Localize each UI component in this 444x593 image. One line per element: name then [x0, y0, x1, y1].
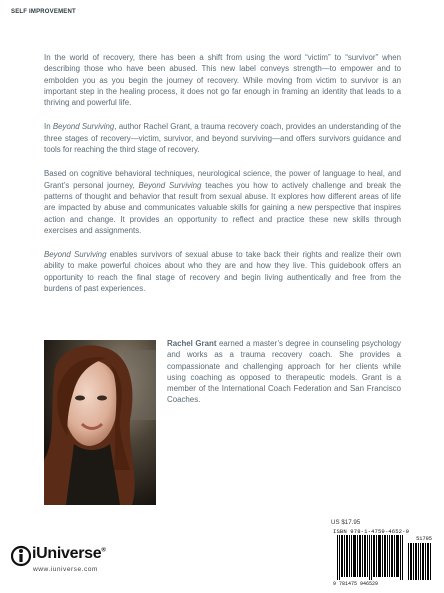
blurb-paragraph-2 — [44, 121, 401, 155]
blurb-paragraph-1: In the world of recovery, there has been a shift from using the word “victim” to “survivor” when describing those who have been abused. This new label conveys strength—to empower and to embolden you as you begin the journey of recovery. While moving from victim to survivor is an important step in the healing process, it does not go far enough in framing an identity that leads to a thriving and powerful life. — [44, 53, 401, 108]
book-title-inline: Beyond Surviving — [44, 250, 107, 260]
barcode-digits: 9 781475 946529 — [333, 581, 379, 587]
author-bio-text: earned a master’s degree in counseling psychology and works as a trauma recovery coach. She provides a compassionate and challenging approach for her clients while using coaching as opposed to therapeutic models. Grant is a member of the International Coach Federation and San Francisco Coaches. — [167, 339, 401, 405]
publisher-name-text: iUniverse — [32, 545, 102, 562]
registered-mark: ® — [101, 547, 106, 554]
book-title-inline: Beyond Surviving — [138, 180, 202, 190]
blurb-p2-start: In — [44, 122, 53, 132]
book-title-inline: Beyond Surviving — [52, 122, 115, 132]
author-bio — [167, 338, 401, 406]
blurb-p4-end: enables survivors of sexual abuse to take back their rights and realize their own ability to make powerful choices about who they are and how they live. This guidebook offers an opportunity to reach the final stage of recovery and begin living authentically and free from the burdens of past experiences. — [44, 250, 401, 294]
publisher-url: www.iuniverse.com — [33, 566, 98, 573]
blurb-p3-end: teaches you how to actively challenge and break the patterns of thought and behavior that result from sexual abuse. It explores how different areas of life are impacted by abuse and communicates valuable skills for gaining a new perspective that inspires action and change. It provides an opportunity to reflect and practice these new skills through exercises and assignments. — [44, 180, 401, 235]
blurb-paragraph-4 — [44, 249, 401, 294]
category-label: SELF IMPROVEMENT — [11, 9, 76, 15]
blurb-p3-start: Based on cognitive behavioral techniques, neurological science, the power of language to heal, and Grant’s personal journey, — [44, 169, 401, 190]
author-photo — [44, 340, 156, 505]
isbn-text: ISBN 978-1-4759-4652-9 — [333, 528, 410, 535]
blurb-paragraph-3 — [44, 168, 401, 236]
back-cover-blurb — [44, 52, 401, 307]
author-name: Rachel Grant — [167, 339, 217, 348]
blurb-p2-end: , author Rachel Grant, a trauma recovery coach, provides an understanding of the three stages of recovery—victim, survivor, and beyond surviving—and offers survivors guidance and tools for reaching the third stage of recovery. — [44, 122, 401, 155]
isbn-barcode — [331, 527, 437, 588]
addon-digits: 51795 — [416, 536, 432, 542]
price-label: US $17.95 — [331, 519, 361, 526]
publisher-name — [32, 545, 105, 563]
iuniverse-logo-icon — [11, 545, 31, 567]
